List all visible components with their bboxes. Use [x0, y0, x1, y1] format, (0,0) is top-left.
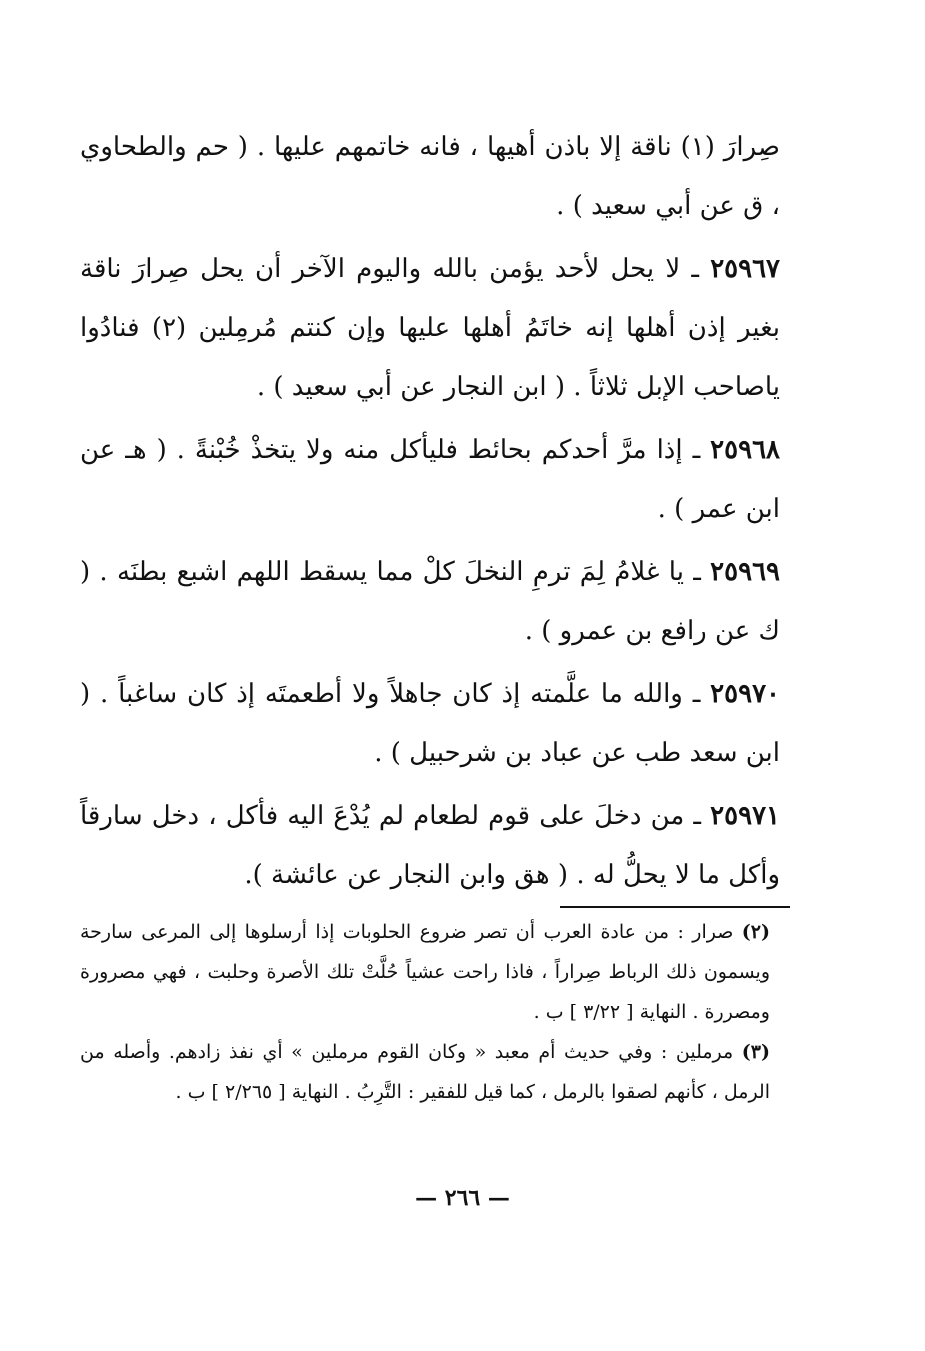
hadith-separator: ـ	[692, 679, 701, 709]
page-number: — ٢٦٦ —	[415, 1185, 510, 1211]
hadith-paragraph	[80, 421, 780, 539]
hadith-paragraph	[80, 543, 780, 661]
hadith-number: ٢٥٩٦٩	[710, 557, 780, 587]
footnote-text: صرار : من عادة العرب أن تصر ضروع الحلوبات إذا أرسلوها إلى المرعى سارحة ويسمون ذلك الرباط صِراراً ، فاذا راحت عشياً حُلَّتْ تلك الأصرة وحلبت ، فهي مصرورة ومصررة . النهاية [ ٣/٢٢ ] ب .	[80, 921, 770, 1023]
hadith-text: إذا مرَّ أحدكم بحائط فليأكل منه ولا يتخذْ خُبْنةً . ( هـ عن ابن عمر ) .	[80, 435, 780, 524]
hadith-paragraph	[80, 665, 780, 783]
hadith-number: ٢٥٩٦٨	[710, 435, 780, 465]
main-text	[80, 118, 780, 909]
hadith-number: ٢٥٩٧٠	[710, 679, 780, 709]
hadith-number: ٢٥٩٧١	[710, 801, 780, 831]
hadith-text: والله ما علَّمته إذ كان جاهلاً ولا أطعمتَه إذ كان ساغباً . ( ابن سعد طب عن عباد بن شرحبيل ) .	[80, 679, 780, 768]
hadith-separator: ـ	[691, 254, 699, 284]
continuation-paragraph: صِرارَ (١) ناقة إلا باذن أهيها ، فانه خاتمهم عليها . ( حم والطحاوي ، ق عن أبي سعيد ) .	[80, 132, 780, 221]
hadith-separator: ـ	[693, 801, 702, 831]
footnote	[80, 1032, 770, 1112]
hadith-separator: ـ	[693, 557, 701, 587]
footnote-number: (٣)	[741, 1041, 771, 1063]
footnotes	[80, 912, 770, 1112]
hadith-paragraph	[80, 787, 780, 905]
hadith-text: من دخلَ على قوم لطعام لم يُدْعَ اليه فأكل ، دخل سارقاً وأكل ما لا يحلُّ له . ( هق وابن النجار عن عائشة ).	[80, 801, 780, 890]
hadith-text: لا يحل لأحد يؤمن بالله واليوم الآخر أن يحل صِرارَ ناقة بغير إذن أهلها إنه خاتَمُ أهلها عليها وإن كنتم مُرمِلين (٢) فنادُوا ياصاحب الإبل ثلاثاً . ( ابن النجار عن أبي سعيد ) .	[80, 254, 780, 402]
footnote-text: مرملين : وفي حديث أم معبد « وكان القوم مرملين » أي نفذ زادهم. وأصله من الرمل ، كأنهم لصقوا بالرمل ، كما قيل للفقير : التَّرِبُ . النهاية [ ٢/٢٦٥ ] ب .	[80, 1041, 770, 1103]
footnote-divider	[560, 906, 790, 908]
hadith-text: يا غلامُ لِمَ ترمِ النخلَ كلْ مما يسقط اللهم اشبع بطنَه . ( ك عن رافع بن عمرو ) .	[80, 557, 780, 646]
hadith-separator: ـ	[692, 435, 701, 465]
hadith-number: ٢٥٩٦٧	[710, 254, 781, 284]
footnote-number: (٢)	[741, 921, 770, 943]
footnote	[80, 912, 770, 1032]
hadith-paragraph	[80, 240, 780, 417]
